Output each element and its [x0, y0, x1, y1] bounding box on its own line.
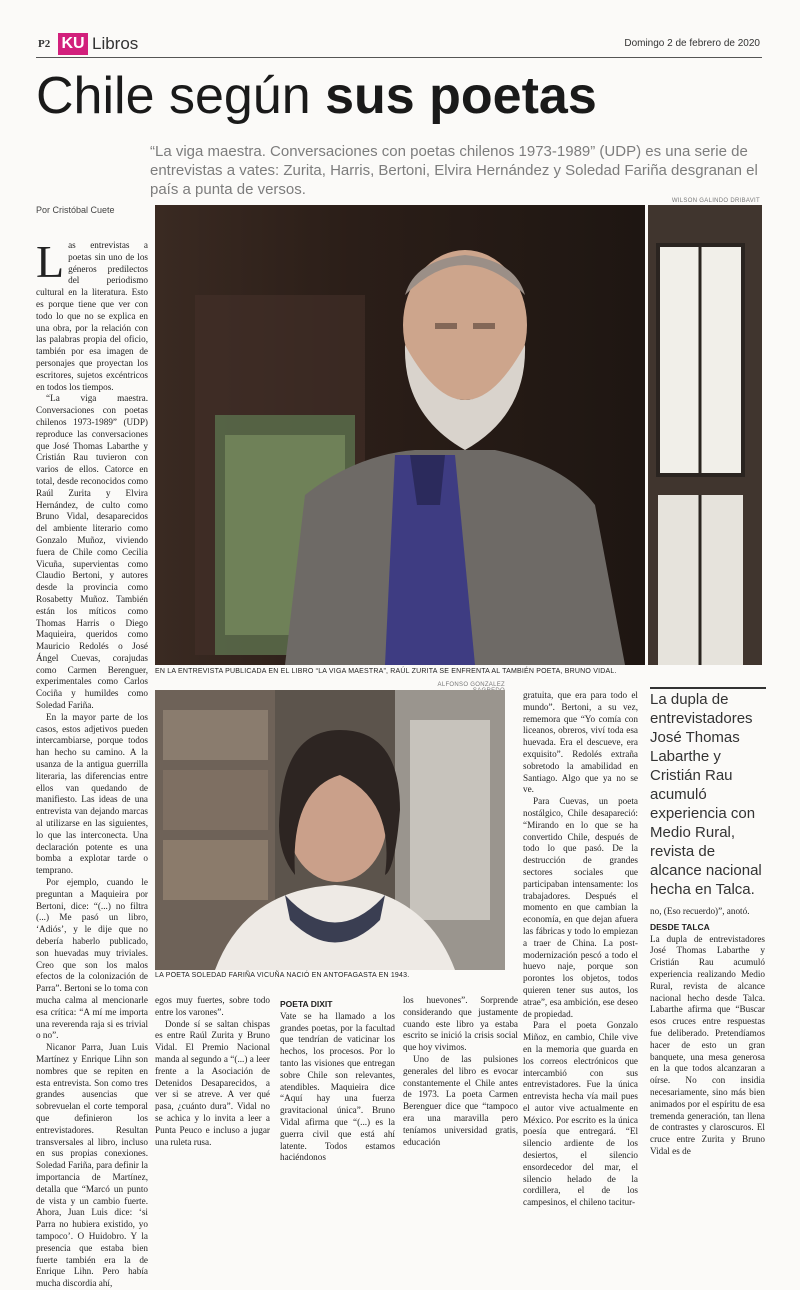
col1-paragraph-2: “La viga maestra. Conversaciones con poetas chilenos 1973-1989” (UDP) reproduce las conversaciones que José Thomas Labarthe y Cristián Rau tuvieron con varios de ellos. Catorce en total, desde reconocidos como Raúl Zurita y Elvira Hernández, de culto como Bruno Vidal, desaparecidos del ambiente literario como Gonzalo Muñoz, viviendo fuera de Chile como Cecilia Vicuña, supervientas como Claudio Bertoni, y autores desde la provincia como Rosabetty Muñoz. También están los míticos como Thomas Harris o Diego Maquieira, queridos como Mauricio Redolés o José Ángel Cuevas, corajudas como Carmen Berenguer, experimentales como Carlos Cociña y humildes como Soledad Fariña.: [36, 393, 148, 711]
pullquote-rule: [650, 687, 766, 689]
article-column-3b: [403, 995, 518, 1147]
col4-paragraph-0: gratuita, que era para todo el mundo”. Bertoni, a su vez, rememora que “Yo comía con liceanos, obreros, viví toda esa huevada. Era el descueve, era exquisito”. Redolés extraña sobretodo la amabilidad en Santiago. Algo que ya no se ve.: [523, 690, 638, 795]
headline-bold: sus poetas: [325, 67, 597, 125]
headline-light: Chile según: [36, 67, 326, 125]
photo1-caption: EN LA ENTREVISTA PUBLICADA EN EL LIBRO “LA VIGA MAESTRA”, RAÚL ZURITA SE ENFRENTA AL TAMBIÉN POETA, BRUNO VIDAL.: [155, 668, 617, 675]
article-column-2: [155, 995, 270, 1147]
col1-paragraph-3: En la mayor parte de los casos, estos adjetivos pueden intercambiarse, porque todos han hecho su camino. A la usanza de la antigua guerrilla literaria, las diferencias entre ellos van quedando de manifiesto. Las ideas de una entrevista van dejando marcas al utilizarse en las siguientes, lo que las interconecta. Una declaración potente es una bomba a explotar tarde o temprano.: [36, 711, 148, 876]
col5-paragraph-1: La dupla de entrevistadores José Thomas Labarthe y Cristián Rau acumuló experiencia realizando Medio Rural, revista de alcance nacional hecho desde Talca. Labarthe afirma que “Buscar esos cruces entre respuestas fue deliberado. Pretendíamos hacer de esto un gran banquete, una mesa generosa en la que todos alcanzaran a oírse. No con insidia necesariamente, sino más bien animados por el espíritu de esa tremenda generación, tan llena de contrastes y claroscuros. El cruce entre Zurita y Bruno Vidal es de: [650, 933, 765, 1156]
col3-subhead: POETA DIXIT: [280, 999, 333, 1009]
article-column-1: [36, 236, 148, 1289]
pull-quote: La dupla de entrevistadores José Thomas Labarthe y Cristián Rau acumuló experiencia con Medio Rural, revista de alcance nacional hecha en Talca.: [650, 691, 762, 898]
article-column-4: [523, 690, 638, 1208]
col1-paragraph-5: Nicanor Parra, Juan Luis Martínez y Enrique Lihn son nombres que se repiten en esta entrevista. Son como tres grandes ausencias que sobrevuelan el corte temporal que definieron los entrevistadores. Resultan transversales al libro, incluso en sus propias conexiones. Soledad Fariña, para definir la importancia de Martínez, detalla que “Marcó un punto de vista y un cambio fuerte. Ahora, Juan Luis dice: ‘si Parra no hubiera existido, yo tampoco’. O Huidobro. Y la presencia que estaba bien fuerte también era la de Enrique Lihn. Pero había mucha discordia ahí,: [36, 1042, 148, 1289]
photo-window-background: [648, 205, 762, 665]
article-column-5: [650, 906, 765, 1156]
lead-paragraph: “La viga maestra. Conversaciones con poetas chilenos 1973-1989” (UDP) es una serie de entrevistas a vates: Zurita, Harris, Bertoni, Elvira Hernández y Soledad Fariña desgranan el país a punta de versos.: [150, 143, 758, 198]
col2-paragraph-2: Donde sí se saltan chispas es entre Raúl Zurita y Bruno Vidal. El Premio Nacional manda al segundo a “(...) a leer frente a la Asociación de Detenidos Desaparecidos, a ver si se atreve. A ver qué pasa, ¿cuánto dura”. Vidal no se achica y lo invita a leer a Punta Peuco e incluso a jugar una ruleta rusa.: [155, 1018, 270, 1147]
issue-date: Domingo 2 de febrero de 2020: [624, 38, 760, 49]
col3b-paragraph-1: los huevones”. Sorprende considerando que justamente cuando este libro ya estaba escrito se inició la crisis social que hoy vivimos.: [403, 995, 518, 1053]
page-number: P2: [38, 38, 51, 50]
col1-paragraph-1: as entrevistas a poetas sin uno de los géneros predilectos del periodismo cultural en la literatura. Esto es porque tiene que ver con todo lo que no se explica en una obra, por la relación con las palabras propia del oficio, también por esa imagen de personajes que proyectan los escritores, sujetos excéntricos en todos los tiempos.: [36, 240, 148, 392]
col3-paragraph-1: Vate se ha llamado a los grandes poetas, por la facultad que tendrían de vaticinar los hechos, los procesos. Por lo tanto las visiones que entregan sobre Chile son relevantes, atendibles. Maquieira dice “Aquí hay una fuerza gravitacional única”. Bruno Vidal afirma que “(...) es la guerra civil que está ahí latente. Todos estamos haciéndonos: [280, 1010, 395, 1163]
photo2-credit: ALFONSO GONZALEZ: [437, 682, 505, 688]
col5-subhead: DESDE TALCA: [650, 921, 710, 932]
drop-cap: L: [36, 236, 65, 287]
photo-raul-zurita: [155, 205, 645, 665]
byline: Por Cristóbal Cuete: [36, 205, 115, 215]
col4-paragraph-1: Para Cuevas, un poeta nostálgico, Chile desapareció: “Mirando en lo que se ha convertido Chile, después de todo lo que pasó. De la destrucción de grandes sectores sociales que participaban intensamente: los trabajadores. Después el momento en que cambian la economía, en que dejan afuera las fábricas y todo lo empiezan a traer de China. La post-modernización pescó a todo el huevo naje, porque son porontes los objetos, todos quieren tener sus autos, los atrae”, esa ambición, ese deseo de propiedad.: [523, 796, 638, 1019]
section-name: Libros: [92, 34, 139, 53]
headline: [36, 64, 597, 128]
col5-paragraph-0: no, (Eso recuerdo)”, anotó.: [650, 906, 750, 916]
header-rule: [36, 57, 762, 58]
section-badge: KU: [58, 33, 88, 55]
photo2-caption: LA POETA SOLEDAD FARIÑA VICUÑA NACIÓ EN ANTOFAGASTA EN 1943.: [155, 972, 410, 979]
article-column-3: [280, 995, 395, 1163]
photo1-credit: WILSON GALINDO DRIBAVIT: [671, 198, 760, 204]
photo-soledad-farina: [155, 690, 505, 970]
col2-paragraph-1: egos muy fuertes, sobre todo entre los varones”.: [155, 995, 270, 1017]
col4-paragraph-2: Para el poeta Gonzalo Miñoz, en cambio, Chile vive en la memoria que guarda en los correos electrónicos que intercambió con sus entrevistadores. Fue la única entrevista hecha vía mail pues el autor vive actualmente en México. Por escrito es la única poesía que entregará. “El silencio ardiente de los desiertos, el silencio ensordecedor del mar, el silencio helado de la cordillera, el de los campesinos, el chileno tacitur-: [523, 1020, 638, 1208]
col3b-paragraph-2: Uno de las pulsiones generales del libro es evocar constantemente el Chile antes de 1973. La poeta Carmen Berenguer dice que “tampoco era una maravilla pero teníamos universidad gratis, educación: [403, 1053, 518, 1147]
col1-paragraph-4: Por ejemplo, cuando le preguntan a Maquieira por Bertoni, dice: “(...) no filtra (...) Me pasó un libro, ‘Adiós’, y le dije que no debería haberlo publicado, son huevadas muy triviales. Creo que son los malos efectos de la colonización de Parra”. Bertoni se lo toma con mucha calma al mencionarle esa crítica: “A mí me importa una reverenda raja si es trivial o no”.: [36, 877, 148, 1041]
